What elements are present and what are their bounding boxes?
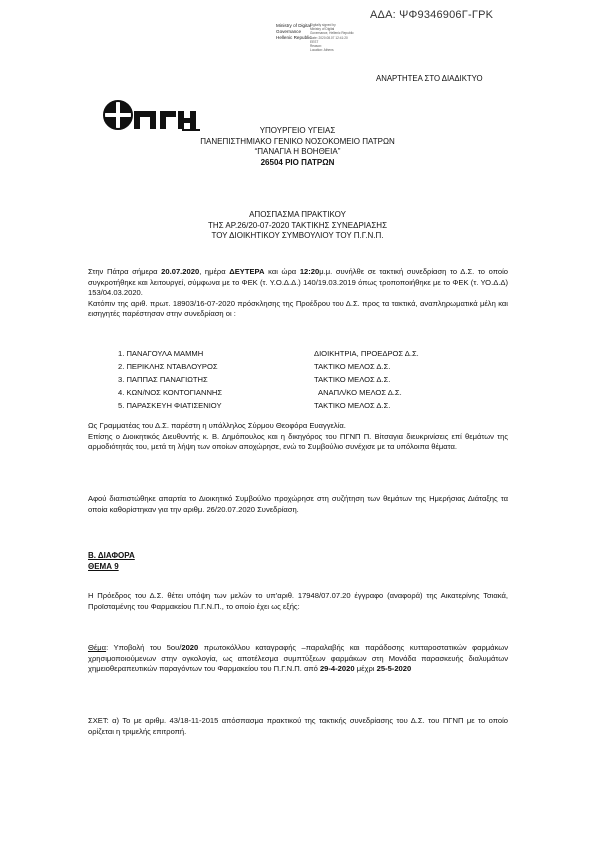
- related-label: ΣΧΕΤ:: [88, 716, 109, 725]
- hospital-alias: “ΠΑΝΑΓΙΑ Η ΒΟΗΘΕΙΑ”: [254, 147, 341, 156]
- signature-stamp-details: [310, 23, 370, 52]
- intro-text: μ.μ. συνήλθε σε τακτική συνεδρίαση το Δ.Σ. το οποίο συγκροτήθηκε και λειτουργεί, σύμφωνα με το ΦΕΚ (τ. Υ.Ο.Δ.Δ.) 140/19.03.2019 όπως τροποποιήθηκε με το ΦΕΚ (τ. ΥΟ.Δ.Δ) 153/04.03.2020.: [88, 267, 508, 298]
- signature-detail-line: Reason:: [310, 44, 322, 49]
- post-online-notice: ΑΝΑΡΤΗΤΕΑ ΣΤΟ ΔΙΑΔΙΚΤΥΟ: [376, 74, 483, 83]
- intro-text: Στην Πάτρα σήμερα: [88, 267, 158, 276]
- member-name: 2. ΠΕΡΙΚΛΗΣ ΝΤΑΒΛΟΥΡΟΣ: [118, 362, 218, 371]
- meeting-time: 12:20: [299, 267, 320, 276]
- ministry-name: ΥΠΟΥΡΓΕΙΟ ΥΓΕΙΑΣ: [259, 126, 336, 135]
- excerpt-session: ΤΗΣ ΑΡ.26/20-07-2020 ΤΑΚΤΙΚΗΣ ΣΥΝΕΔΡΙΑΣΗΣ: [207, 220, 388, 230]
- quorum-text: Αφού διαπιστώθηκε απαρτία το Διοικητικό Συμβούλιο προχώρησε στη συζήτηση των θεμάτων της Ημερήσιας Διάταξης τα οποία καθορίστηκαν για την αριθμ. 26/20.07.2020 Συνεδρίαση.: [88, 494, 508, 514]
- section-title: Β. ΔΙΑΦΟΡΑ: [88, 551, 135, 560]
- intro-text: , ημέρα: [199, 267, 226, 276]
- member-role: ΔΙΟΙΚΗΤΡΙΑ, ΠΡΟΕΔΡΟΣ Δ.Σ.: [314, 349, 419, 358]
- ada-code: ΑΔΑ: ΨΦ9346906Γ-ΓΡΚ: [370, 9, 494, 21]
- signature-detail-line: Digitally signed by: [310, 23, 336, 27]
- hospital-header: [0, 126, 595, 168]
- member-role: ΑΝΑΠΛ/ΚΟ ΜΕΛΟΣ Δ.Σ.: [318, 388, 402, 397]
- signature-detail-line: EEST: [310, 39, 319, 44]
- subject-label: Θέμα: [88, 643, 107, 652]
- signature-detail-line: Date: 2020.08.07 12:41:20: [310, 35, 348, 40]
- member-name: 5. ΠΑΡΑΣΚΕΥΗ ΦΙΑΤΙΣΕΝΙΟΥ: [118, 401, 222, 410]
- excerpt-board: ΤΟΥ ΔΙΟΙΚΗΤΙΚΟΥ ΣΥΜΒΟΥΛΙΟΥ ΤΟΥ Π.Γ.Ν.Π.: [211, 231, 384, 240]
- section-heading: [88, 551, 135, 572]
- attendance-text: Επίσης ο Διοικητικός Διευθυντής κ. Β. Δημόπουλος και η δικηγόρος του ΠΓΝΠ Π. Βίτσαγια διευκρινίσεις επί θεμάτων της αρμοδιότητάς του, μετά τη λήψη των οποίων αποχώρησε, ενώ το Συμβούλιο συνέχισε με τα υπόλοιπα θέματα.: [88, 431, 508, 452]
- member-role: ΤΑΚΤΙΚΟ ΜΕΛΟΣ Δ.Σ.: [314, 362, 391, 371]
- member-role: ΤΑΚΤΙΚΟ ΜΕΛΟΣ Δ.Σ.: [314, 401, 391, 410]
- related-paragraph: [88, 716, 508, 737]
- signature-label-line: Hellenic Republic: [276, 35, 312, 41]
- subject-to-date: 25-5-2020: [376, 664, 412, 674]
- meeting-day: ΔΕΥΤΕΡΑ: [229, 267, 265, 276]
- presentation-paragraph: [88, 591, 508, 612]
- member-name: 1. ΠΑΝΑΓΟΥΛΑ ΜΑΜΜΗ: [118, 349, 204, 358]
- subject-year: 2020: [181, 643, 199, 652]
- secretary-paragraph: [88, 421, 508, 453]
- invitation-text: Κατόπιν της αριθ. πρωτ. 18903/16-07-2020 πρόσκλησης της Προέδρου του Δ.Σ. προς τα τακτικά, αναπληρωματικά μέλη και εισηγητές παρέστησαν στην συνεδρίαση οι :: [88, 298, 508, 319]
- subject-paragraph: [88, 643, 508, 675]
- intro-paragraph: [88, 267, 508, 320]
- hospital-name: ΠΑΝΕΠΙΣΤΗΜΙΑΚΟ ΓΕΝΙΚΟ ΝΟΣΟΚΟΜΕΙΟ ΠΑΤΡΩΝ: [200, 136, 395, 146]
- hospital-address: 26504 ΡΙΟ ΠΑΤΡΩΝ: [260, 157, 335, 167]
- secretary-text: Ως Γραμματέας του Δ.Σ. παρέστη η υπάλληλος Σύρμου Θεοφόρα Ευαγγελία.: [88, 421, 346, 430]
- member-name: 3. ΠΑΠΠΑΣ ΠΑΝΑΓΙΩΤΗΣ: [118, 375, 208, 384]
- subject-from-date: 29-4-2020: [319, 664, 355, 674]
- excerpt-title: ΑΠΟΣΠΑΣΜΑ ΠΡΑΚΤΙΚΟΥ: [249, 210, 346, 219]
- section-item: ΘΕΜΑ 9: [88, 561, 119, 571]
- intro-text: και ώρα: [268, 267, 297, 276]
- signature-stamp-labels: [276, 23, 312, 42]
- signature-detail-line: Governance, Hellenic Republic: [310, 31, 354, 36]
- signature-label-line: Governance: [276, 29, 302, 35]
- signature-detail-line: Ministry of Digital: [310, 27, 335, 32]
- member-role: ΤΑΚΤΙΚΟ ΜΕΛΟΣ Δ.Σ.: [314, 375, 391, 384]
- excerpt-heading: [0, 210, 595, 242]
- signature-detail-line: Location: Athens: [310, 48, 334, 53]
- quorum-paragraph: [88, 494, 508, 515]
- related-text: α) Το με αριθμ. 43/18-11-2015 απόσπασμα πρακτικού της τακτικής συνεδρίασης του Δ.Σ. του ΠΓΝΠ με το οποίο ορίζεται η τριμελής επιτροπή.: [88, 716, 508, 736]
- subject-text: μέχρι: [356, 664, 375, 674]
- subject-text: πρωτοκόλλου καταγραφής –παραλαβής και παράδοσης κυτταροστατικών φαρμάκων χρησιμοποιούμενων στην ογκολογία, ως αποτέλεσμα συμπτύξεων φαρμάκων στη Μονάδα παρασκευής διαλυμάτων χημειοθεραπευτικών παραγόντων του Φαρμακείου του Π.Γ.Ν.Π. από: [88, 643, 508, 674]
- meeting-date: 20.07.2020: [161, 267, 200, 276]
- signature-label-line: Ministry of Digital: [276, 23, 311, 28]
- subject-text: : Υποβολή του 5ου/: [106, 643, 182, 652]
- presentation-text: Η Πρόεδρος του Δ.Σ. θέτει υπόψη των μελών το υπ’αριθ. 17948/07.07.20 έγγραφο (αναφορά) της Αικατερίνης Τσιακά, Προϊσταμένης του Φαρμακείου Π.Γ.Ν.Π., το οποίο έχει ως εξής:: [88, 591, 508, 611]
- member-name: 4. ΚΩΝ/ΝΟΣ ΚΟΝΤΟΓΙΑΝΝΗΣ: [118, 388, 223, 397]
